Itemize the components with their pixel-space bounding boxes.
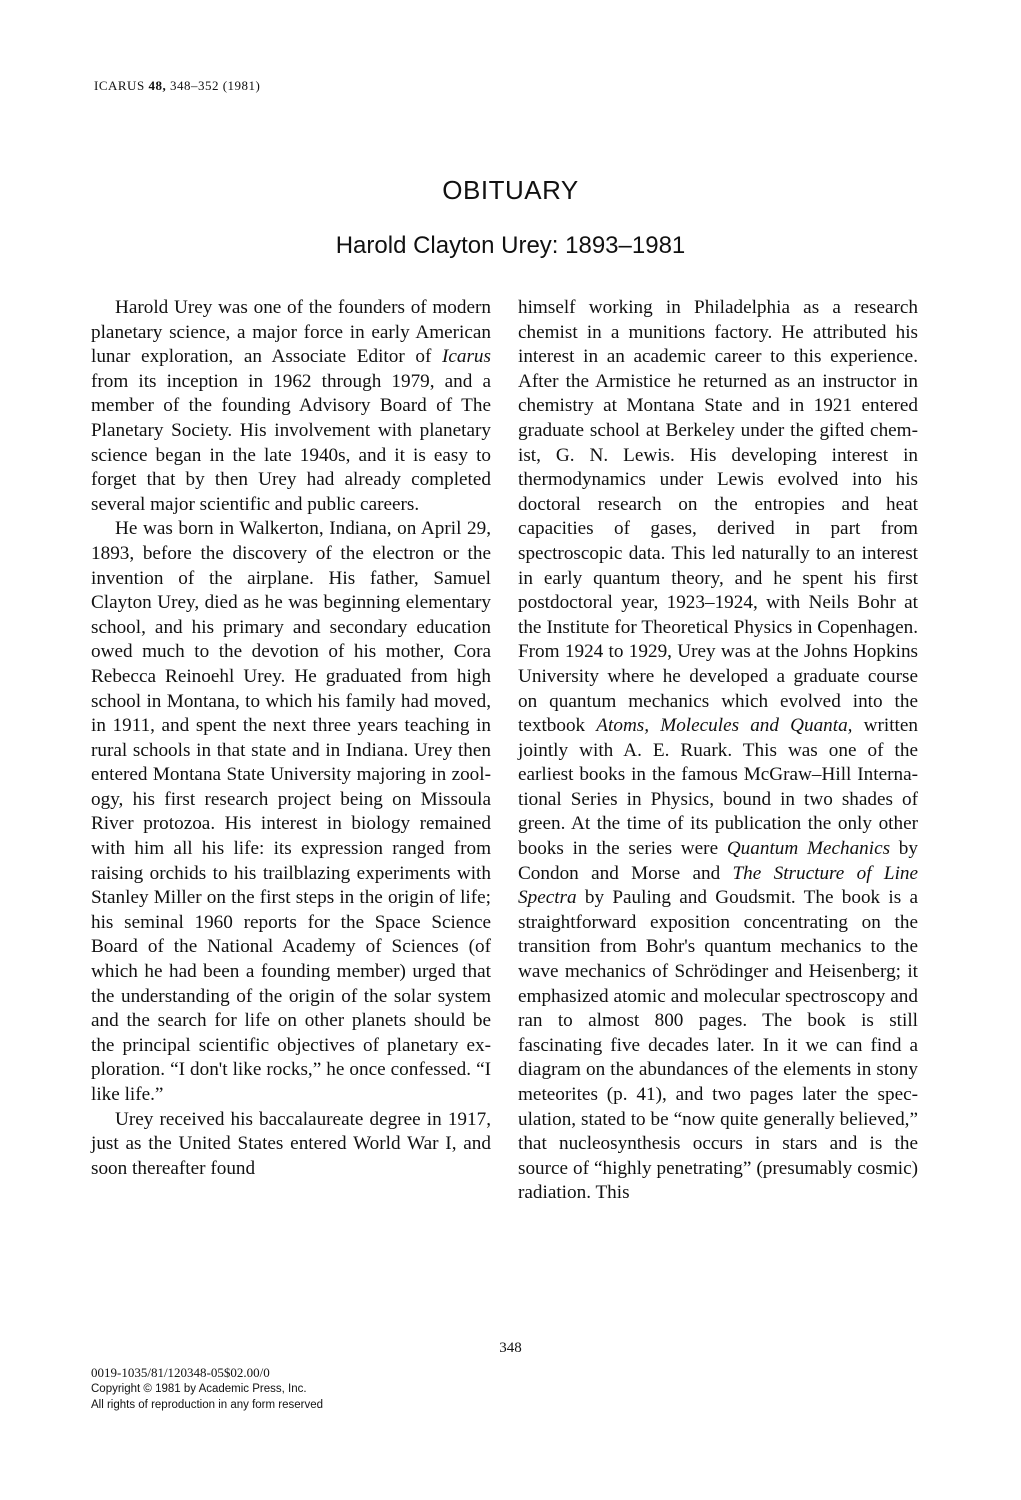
italic-title: Icarus	[441, 346, 491, 368]
footer	[91, 1365, 323, 1413]
running-head	[94, 78, 260, 94]
paragraph: Urey received his baccalaureate degree in 1917, just as the United States entered World War I, and soon thereafter found	[91, 1108, 491, 1179]
article-title: Harold Clayton Urey: 1893–1981	[335, 232, 686, 259]
paragraph: He was born in Walkerton, Indiana, on April 29, 1893, before the discovery of the electron or the invention of the airplane. His father, Samuel Clayton Urey, died as he was beginning elementary school, and his primary and secondary education owed much to the devotion of his mother, Cora Rebecca Reinoehl Urey. He graduated from high school in Montana, to which his family had moved, in 1911, and spent the next three years teaching in rural schools in that state and in Indiana. Urey then entered Montana State University majoring in zoology, his first research project being on Missoula River protozoa. His interest in biology remained with him all his life: its expression ranged from raising orchids to his trailblazing experiments with Stanley Miller on the first steps in the origin of life; his seminal 1960 reports for the Space Science Board of the National Academy of Sciences (of which he had been a founding member) urged that the understanding of the origin of the solar system and the search for life on other planets should be the principal scientific objectives of planetary exploration. “I don't like rocks,” he once confessed. “I like life.”	[91, 518, 491, 1105]
section-title: OBITUARY	[442, 175, 579, 205]
paragraph: himself working in Philadelphia as a research chemist in a munitions factory. He attributed his interest in an academic career to this experience. After the Armistice he returned as an instructor in chemistry at Montana State and in 1921 entered graduate school at Berkeley under the gifted chemist, G. N. Lewis. His developing interest in thermodynamics under Lewis evolved into his doctoral research on the entropies and heat capacities of gases, derived in part from spectroscopic data. This led naturally to an interest in early quantum theory, and he spent his first postdoctoral year, 1923–1924, with Neils Bohr at the Institute for Theoretical Physics in Copenhagen. From 1924 to 1929, Urey was at the Johns Hopkins University where he developed a graduate course on quantum mechanics which evolved into the textbook Atoms, Molecules and Quanta, written jointly with A. E. Ruark. This was one of the earliest books in the famous McGraw–Hill International Series in Physics, bound in two shades of green. At the time of its publication the only other books in the series were Quantum Mechanics by Condon and Morse and The Structure of Line Spectra by Pauling and Goudsmit. The book is a straightforward exposition concentrating on the transition from Bohr's quantum mechanics to the wave mechanics of Schrödinger and Heisenberg; it emphasized atomic and molecular spectroscopy and ran to almost 800 pages. The book is still fascinating five decades later. In it we can find a diagram on the abundances of the elements in stony meteorites (p. 41), and two pages later the speculation, stated to be “now quite generally believed,” that nucleosynthesis occurs in stars and is the source of “highly penetrating” (presumably cosmic) radiation. This	[518, 297, 919, 1204]
page-number: 348	[499, 1340, 522, 1356]
paragraph: Harold Urey was one of the founders of modern planetary science, a major force in early American lunar exploration, an Associate Editor of Icarus from its inception in 1962 through 1979, and a member of the founding Advisory Board of The Planetary Society. His involvement with planetary science began in the late 1940s, and it is easy to forget that by then Urey had already completed several major scientific and public careers.	[91, 297, 491, 515]
italic-title: Atoms, Molecules and Quanta,	[596, 715, 853, 737]
footer-code: 0019-1035/81/120348-05$02.00/0	[91, 1365, 270, 1380]
left-column	[91, 296, 491, 1181]
right-column	[518, 296, 918, 1206]
italic-title: The Structure of Line Spectra	[518, 862, 919, 909]
journal-pages-year: 348–352 (1981)	[169, 78, 261, 93]
footer-copyright: Copyright © 1981 by Academic Press, Inc.	[91, 1383, 307, 1395]
journal-volume: 48,	[148, 78, 167, 93]
italic-title: Quantum Mechanics	[726, 838, 891, 860]
journal-name: ICARUS	[94, 78, 145, 93]
footer-rights: All rights of reproduction in any form reserved	[91, 1399, 324, 1411]
